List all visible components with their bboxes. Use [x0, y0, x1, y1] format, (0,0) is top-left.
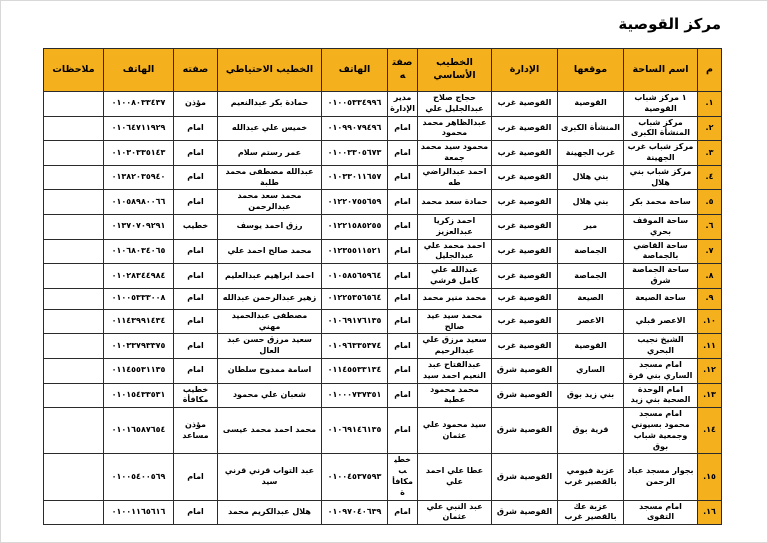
table-cell: ٠١١٤٥٥٣١١٣٥ [104, 358, 174, 383]
table-cell: احمد محمد علي عبدالجليل [418, 239, 492, 264]
table-cell: ٠١٠٩٧٠٤٠٦٣٩ [322, 500, 388, 525]
table-cell: امام [174, 334, 218, 359]
table-cell: سعيد مرزق حسن عبد العال [218, 334, 322, 359]
table-cell: رزق احمد يوسف [218, 214, 322, 239]
table-cell: عطا علي احمد علي [418, 454, 492, 500]
column-header: ملاحظات [44, 49, 104, 92]
table-cell: القوصية غرب [492, 190, 558, 215]
table-cell: امام الوحدة الصحية بني زيد [624, 383, 698, 408]
table-cell: ٠١١٤٥٥٣٣١٣٤ [322, 358, 388, 383]
table-cell: ٠١٠٩٦٣٣٥٣٧٤ [322, 334, 388, 359]
table-cell: القوصية غرب [492, 165, 558, 190]
table-row [44, 165, 722, 190]
table-row [44, 454, 722, 500]
table-cell: هلال عبدالكريم محمد [218, 500, 322, 525]
table-cell: امام مسجد الساري بني قرة [624, 358, 698, 383]
row-number-cell: ٥. [698, 190, 722, 215]
table-cell: عبد النبي علي عثمان [418, 500, 492, 525]
table-cell: ٠١٠٠٠٧٣٧٣٥١ [322, 383, 388, 408]
table-cell: ٠١٠١٥٤٣٣٥٣١ [104, 383, 174, 408]
table-cell: مؤذن [174, 92, 218, 117]
table-cell: امام [388, 116, 418, 141]
row-number-cell: ١٢. [698, 358, 722, 383]
table-cell: محمد منير محمد [418, 288, 492, 309]
table-cell [44, 454, 104, 500]
table-cell: القوصية غرب [492, 141, 558, 166]
table-cell: ٠١١٤٣٩٩١٤٣٤ [104, 309, 174, 334]
table-cell: حجاج صلاح عبدالجليل علي [418, 92, 492, 117]
table-cell: القوصية غرب [492, 239, 558, 264]
table-cell [44, 334, 104, 359]
table-cell: احمد زكريا عبدالعزيز [418, 214, 492, 239]
table-cell: ٠١٠٣٣٠١١٦٥٧ [322, 165, 388, 190]
table-cell: ساحة الجماصة شرق [624, 264, 698, 289]
table-cell: الجماصة [558, 239, 624, 264]
table-cell: ساحة الموقف بحري [624, 214, 698, 239]
table-cell: مركز شباب غرب الجهينة [624, 141, 698, 166]
table-cell: المنشأة الكبرى [558, 116, 624, 141]
table-cell: ساحة القاضي بالجماصة [624, 239, 698, 264]
table-cell: امام مسجد التقوى [624, 500, 698, 525]
table-cell: عبدالله علي كامل قرشي [418, 264, 492, 289]
table-cell: ٠١٠٠٤٥٣٧٥٩٣ [322, 454, 388, 500]
table-row [44, 141, 722, 166]
column-header: الهاتف [104, 49, 174, 92]
table-cell [44, 239, 104, 264]
table-cell: القوصية شرق [492, 454, 558, 500]
table-row [44, 264, 722, 289]
table-cell: ٠١٢٢٥٣٥٦٥٦٤ [322, 288, 388, 309]
table-cell: سعيد مرزق علي عبدالرحيم [418, 334, 492, 359]
table-cell: مصطفى عبدالحميد مهني [218, 309, 322, 334]
table-cell: ٠١٠٠٣٣٠٥٦٧٣ [322, 141, 388, 166]
table-cell: الساري [558, 358, 624, 383]
table-cell: محمد سعد محمد عبدالرحمن [218, 190, 322, 215]
table-row [44, 190, 722, 215]
table-cell: عبد التواب قرني قرني سيد [218, 454, 322, 500]
table-cell: امام [388, 288, 418, 309]
row-number-cell: ٦. [698, 214, 722, 239]
table-cell: الاعصر قبلي [624, 309, 698, 334]
table-cell: امام [174, 358, 218, 383]
table-cell [44, 309, 104, 334]
table-cell: مير [558, 214, 624, 239]
table-cell: الشيخ نجيب البحري [624, 334, 698, 359]
table-cell: الجماصة [558, 264, 624, 289]
table-cell: ٠١٣٧٠٧٠٩٢٩١ [104, 214, 174, 239]
table-cell: مدير الإدارة [388, 92, 418, 117]
table-cell: شعبان علي محمود [218, 383, 322, 408]
table-cell: مركز شباب بني هلال [624, 165, 698, 190]
column-header: الإدارة [492, 49, 558, 92]
table-cell: بني هلال [558, 165, 624, 190]
column-header: م [698, 49, 722, 92]
table-cell [44, 288, 104, 309]
table-cell: امام [388, 141, 418, 166]
table-cell: امام [388, 190, 418, 215]
table-cell [44, 500, 104, 525]
table-cell [44, 92, 104, 117]
table-cell: القوصية غرب [492, 214, 558, 239]
table-cell: ٠١٠٥٨٥٦٥٩٦٤ [322, 264, 388, 289]
table-cell: اسامة ممدوح سلطان [218, 358, 322, 383]
table-cell: محمد سيد عيد صالح [418, 309, 492, 334]
table-cell: امام [174, 500, 218, 525]
table-row [44, 383, 722, 408]
table-cell: امام [174, 288, 218, 309]
table-cell: القوصية غرب [492, 288, 558, 309]
table-cell: امام [174, 454, 218, 500]
table-cell: عمر رستم سلام [218, 141, 322, 166]
table-cell: ٠١٠١٦٥٨٧٦٥٤ [104, 408, 174, 454]
row-number-cell: ٢. [698, 116, 722, 141]
table-cell: القوصية شرق [492, 383, 558, 408]
table-cell: امام [388, 214, 418, 239]
table-cell: الصيعة [558, 288, 624, 309]
table-cell: القوصية غرب [492, 92, 558, 117]
column-header: الهاتف [322, 49, 388, 92]
table-cell [44, 408, 104, 454]
table-cell: امام [388, 309, 418, 334]
table-cell: امام [174, 239, 218, 264]
row-number-cell: ٨. [698, 264, 722, 289]
table-cell: الاعصر [558, 309, 624, 334]
table-row [44, 288, 722, 309]
table-cell: القوصية [558, 92, 624, 117]
table-cell: بني هلال [558, 190, 624, 215]
table-cell: امام [174, 264, 218, 289]
table-cell: امام [388, 408, 418, 454]
table-row [44, 92, 722, 117]
table-cell [44, 264, 104, 289]
table-cell: ٠١٠٠٨٠٣٣٤٣٧ [104, 92, 174, 117]
table-cell: امام [388, 239, 418, 264]
table-cell: ٠١٠٦٤٧١١٩٢٩ [104, 116, 174, 141]
table-cell: ٠١٠٦٨٠٣٤٠٦٥ [104, 239, 174, 264]
table-cell: احمد عبدالراضي طه [418, 165, 492, 190]
table-cell: خطيب مكافأة [174, 383, 218, 408]
table-cell: القوصية غرب [492, 264, 558, 289]
table-row [44, 408, 722, 454]
table-cell: ١ مركز شباب القوصية [624, 92, 698, 117]
table-cell: ٠١٠٦٩١٤٦١٣٥ [322, 408, 388, 454]
table-header-row [44, 49, 722, 92]
table-cell: غرب الجهينة [558, 141, 624, 166]
table-cell: زهير عبدالرحمن عبدالله [218, 288, 322, 309]
table-row [44, 334, 722, 359]
table-cell: عبدالظاهر محمد محمود [418, 116, 492, 141]
table-cell: ٠١٠٦٩١٧٦١٣٥ [322, 309, 388, 334]
table-cell: ٠١٣٨٢٠٣٥٩٤٠ [104, 165, 174, 190]
table-cell: عبدالله مصطفى محمد طلبة [218, 165, 322, 190]
table-cell: ٠١٢٣٥٥١١٥٢١ [322, 239, 388, 264]
table-cell: ٠١٠٢٨٣٤٤٩٨٤ [104, 264, 174, 289]
row-number-cell: ١٦. [698, 500, 722, 525]
row-number-cell: ٩. [698, 288, 722, 309]
table-cell: امام [388, 165, 418, 190]
column-header: موقعها [558, 49, 624, 92]
table-cell: القوصية شرق [492, 358, 558, 383]
table-cell: خطيب [174, 214, 218, 239]
table-cell: امام [174, 190, 218, 215]
table-cell: ٠١٠٥٨٩٨٠٠٦٦ [104, 190, 174, 215]
table-cell: ٠١٢٢٠٧٥٥٦٥٩ [322, 190, 388, 215]
table-cell: ٠١٢٢١٥٨٥٢٥٥ [322, 214, 388, 239]
table-cell: بجوار مسجد عباد الرحمن [624, 454, 698, 500]
table-cell [44, 214, 104, 239]
table-cell [44, 383, 104, 408]
preachers-table [43, 48, 722, 525]
table-cell: القوصية غرب [492, 116, 558, 141]
table-cell: امام [174, 309, 218, 334]
row-number-cell: ١٥. [698, 454, 722, 500]
row-number-cell: ١٣. [698, 383, 722, 408]
row-number-cell: ٧. [698, 239, 722, 264]
table-cell: قرية بوق [558, 408, 624, 454]
table-row [44, 309, 722, 334]
table-row [44, 239, 722, 264]
table-cell: سيد محمود علي عثمان [418, 408, 492, 454]
table-cell [44, 165, 104, 190]
table-cell: محمود سيد محمد جمعة [418, 141, 492, 166]
row-number-cell: ٤. [698, 165, 722, 190]
column-header: الخطيب الأساسي [418, 49, 492, 92]
table-cell: عزبة عك بالقصير غرب [558, 500, 624, 525]
table-cell: ٠١٠٠٥٣٣٤٩٩٦ [322, 92, 388, 117]
table-cell [44, 190, 104, 215]
column-header: اسم الساحة [624, 49, 698, 92]
table-cell: خميس علي عبدالله [218, 116, 322, 141]
table-cell: ساحة محمد بكر [624, 190, 698, 215]
table-cell: محمد صالح احمد علي [218, 239, 322, 264]
table-cell: ٠١٠٩٩٠٧٩٤٩٦ [322, 116, 388, 141]
column-header: صفته [174, 49, 218, 92]
table-cell: ٠١٠٠٥٤٠٠٥٦٩ [104, 454, 174, 500]
table-cell: امام [388, 334, 418, 359]
table-cell: القوصية شرق [492, 408, 558, 454]
table-cell: ٠١٠٣٠٣٣٥١٤٣ [104, 141, 174, 166]
table-cell: حمادة بكر عبدالنعيم [218, 92, 322, 117]
table-cell: القوصية غرب [492, 334, 558, 359]
row-number-cell: ١٤. [698, 408, 722, 454]
table-cell: عزبة فيومي بالقصير غرب [558, 454, 624, 500]
table-cell: القوصية [558, 334, 624, 359]
table-cell: امام [388, 500, 418, 525]
table-cell: امام [388, 383, 418, 408]
table-cell: احمد ابراهيم عبدالعليم [218, 264, 322, 289]
table-cell: القوصية غرب [492, 309, 558, 334]
table-cell: امام [174, 141, 218, 166]
table-cell: ٠١٠٠٥٣٣٣٠٠٨ [104, 288, 174, 309]
row-number-cell: ٣. [698, 141, 722, 166]
table-cell [44, 358, 104, 383]
table-cell: بني زيد بوق [558, 383, 624, 408]
table-cell [44, 141, 104, 166]
table-row [44, 214, 722, 239]
table-cell: خطيب مكافأة [388, 454, 418, 500]
page-title: مركز القوصية [618, 15, 721, 33]
table-cell [44, 116, 104, 141]
table-cell: امام [388, 264, 418, 289]
table-cell: عبدالفتاح عبد النعيم احمد سيد [418, 358, 492, 383]
table-row [44, 358, 722, 383]
row-number-cell: ١١. [698, 334, 722, 359]
table-body [44, 92, 722, 525]
table-cell: حمادة سعد محمد [418, 190, 492, 215]
table-cell: ٠١٠٠١١٦٥٦١٦ [104, 500, 174, 525]
table-cell: ٠١٠٣٣٧٩٣٣٧٥ [104, 334, 174, 359]
row-number-cell: ١٠. [698, 309, 722, 334]
table-cell: امام [174, 116, 218, 141]
table-cell: امام [388, 358, 418, 383]
column-header: الخطيب الاحتياطي [218, 49, 322, 92]
table-cell: امام [174, 165, 218, 190]
row-number-cell: ١. [698, 92, 722, 117]
table-cell: القوصية شرق [492, 500, 558, 525]
table-cell: مركز شباب المنشأة الكبرى [624, 116, 698, 141]
table-row [44, 500, 722, 525]
column-header: صفته [388, 49, 418, 92]
table-cell: محمد احمد محمد عيسى [218, 408, 322, 454]
table-cell: امام مسجد محمود بسيوني وجمعية شباب بوق [624, 408, 698, 454]
table-cell: مؤذن مساعد [174, 408, 218, 454]
table-cell: ساحة الصيعة [624, 288, 698, 309]
table-cell: محمد محمود عطية [418, 383, 492, 408]
table-row [44, 116, 722, 141]
